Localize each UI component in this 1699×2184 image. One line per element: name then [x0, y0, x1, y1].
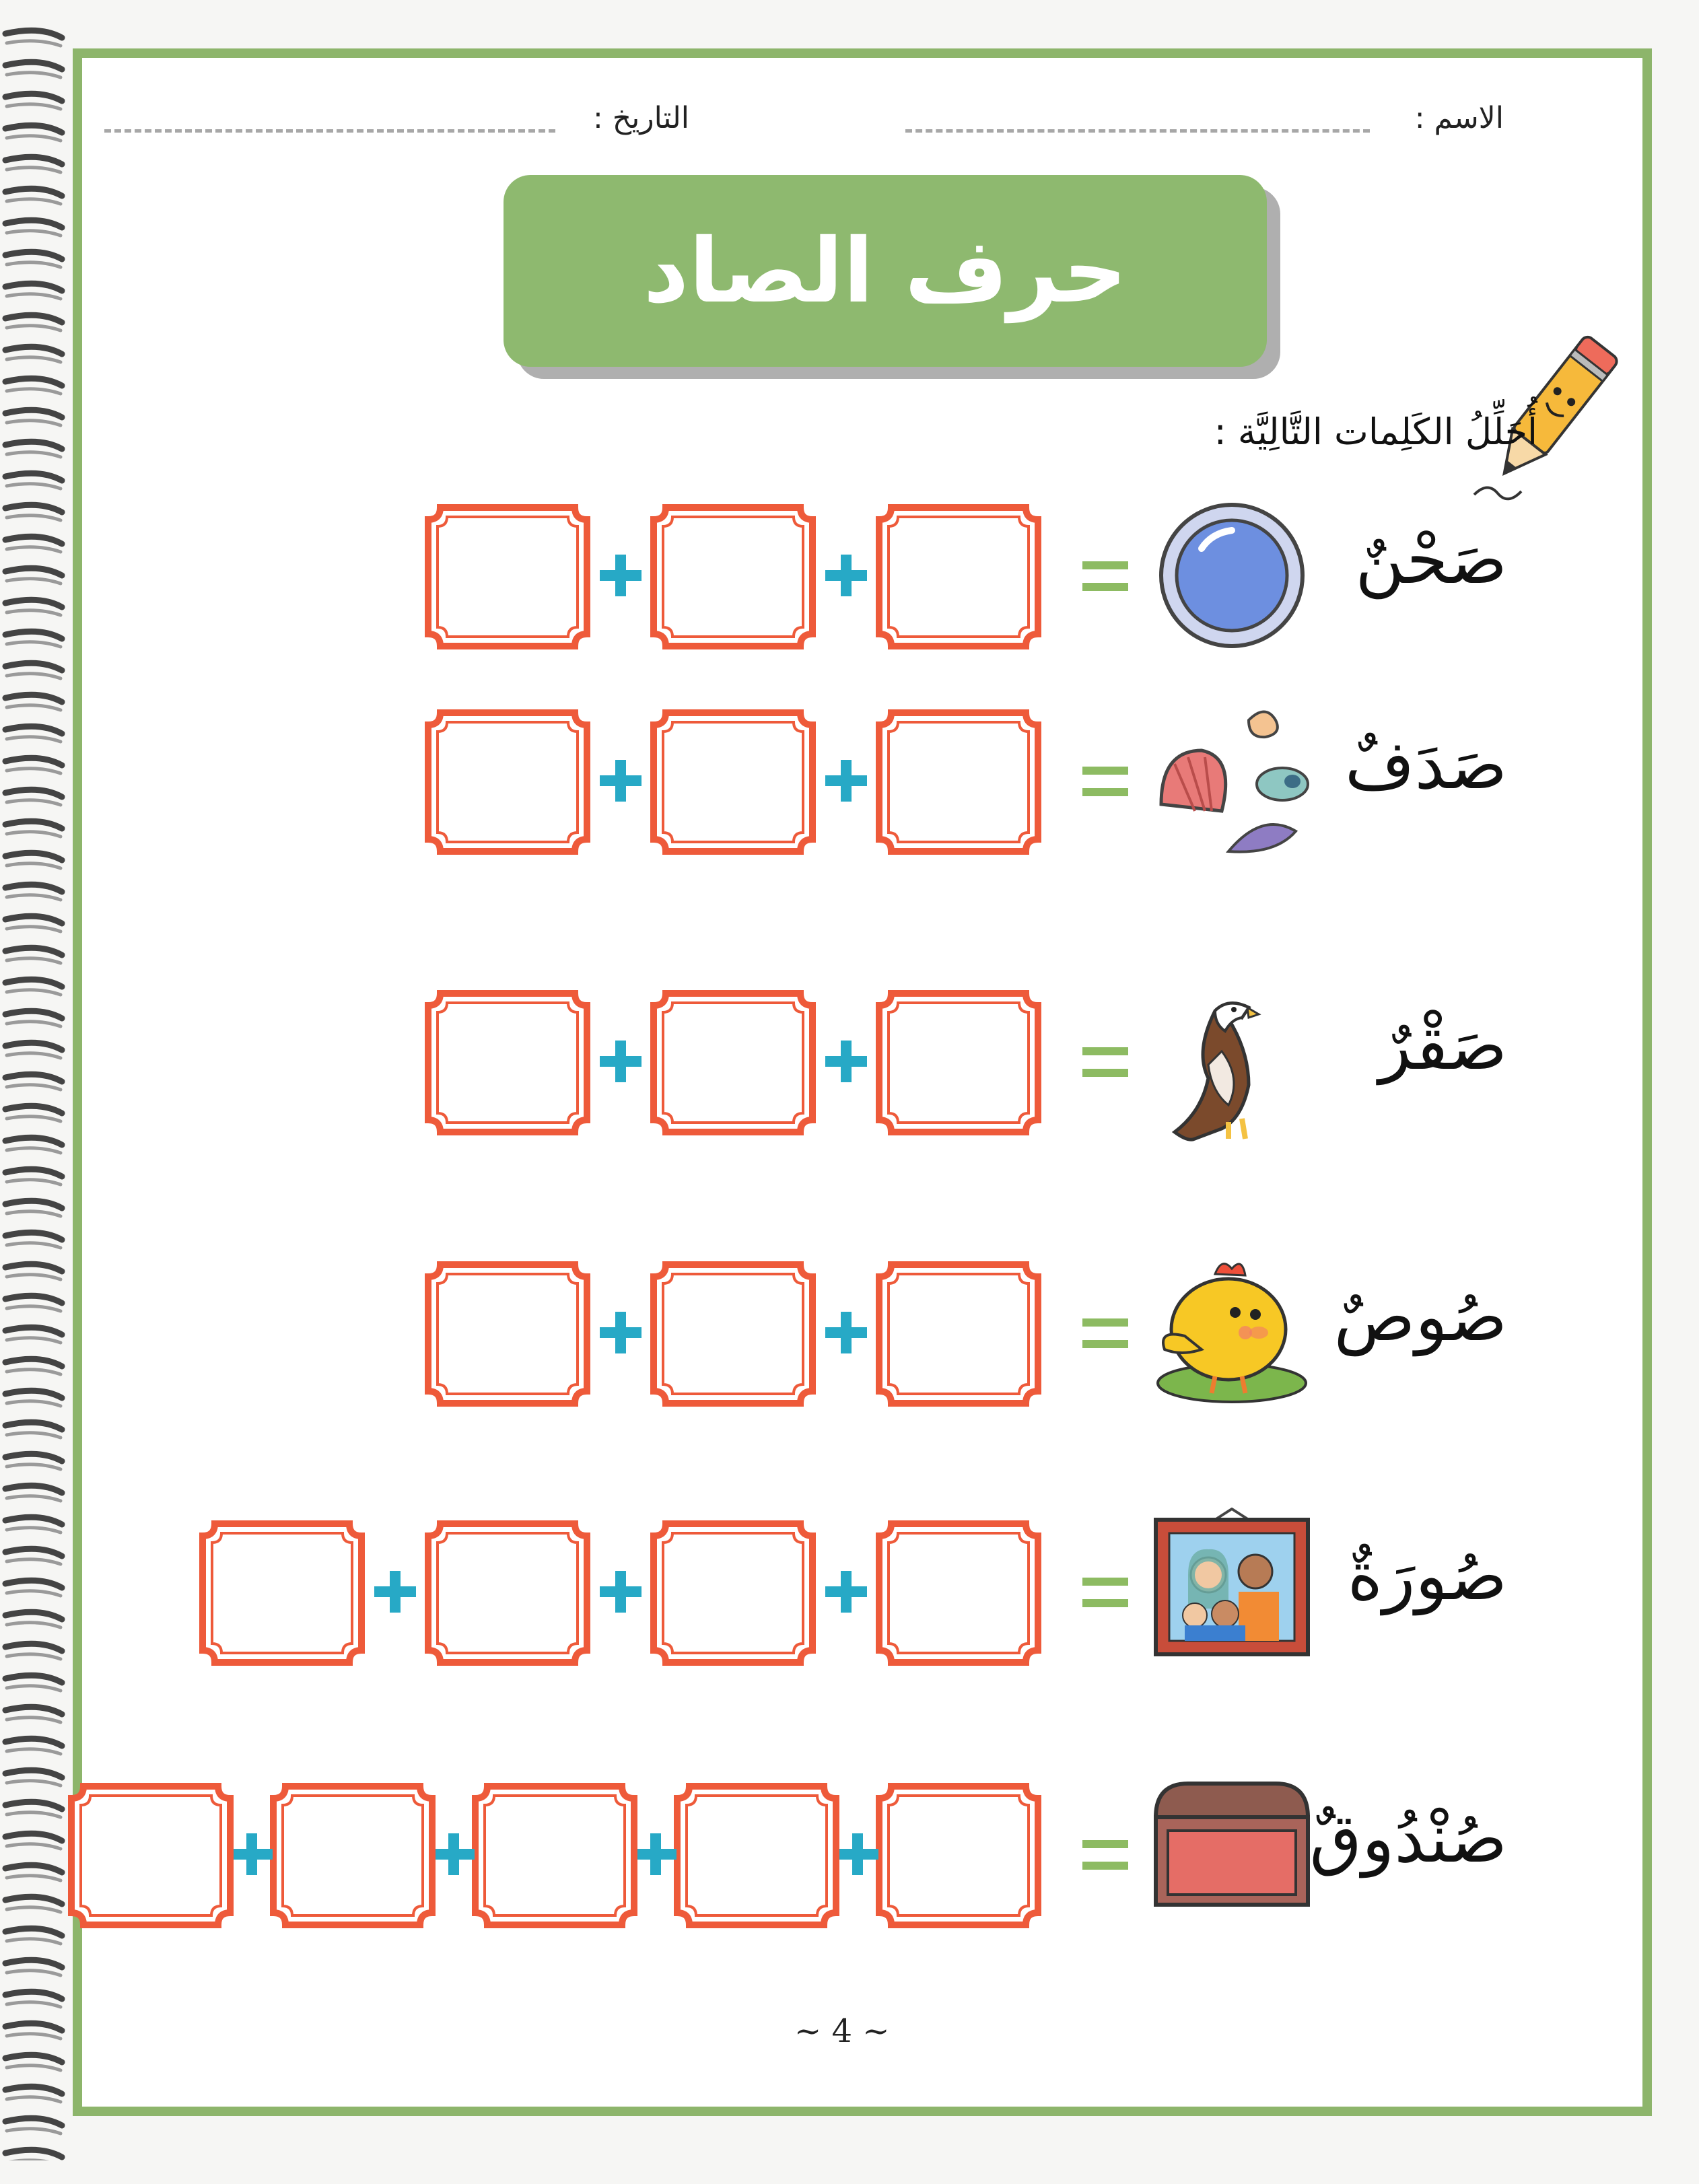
exercise-row — [0, 1255, 1699, 1430]
family-picture-icon — [1148, 1508, 1316, 1676]
name-line[interactable] — [905, 129, 1370, 133]
plus-sign — [228, 1831, 275, 1878]
chick-icon — [1148, 1248, 1316, 1417]
plus-sign — [823, 1309, 870, 1356]
plus-sign — [834, 1831, 881, 1878]
answer-box[interactable] — [650, 989, 817, 1136]
plus-sign — [430, 1831, 477, 1878]
plus-sign — [823, 1038, 870, 1085]
answer-box[interactable] — [875, 1261, 1042, 1407]
answer-box[interactable] — [650, 1261, 817, 1407]
answer-box[interactable] — [424, 1520, 591, 1666]
name-label: الاسم : — [1414, 101, 1504, 135]
answer-box[interactable] — [424, 503, 591, 650]
plus-sign — [597, 1568, 644, 1615]
answer-box[interactable] — [875, 503, 1042, 650]
plus-sign — [632, 1831, 679, 1878]
exercise-row — [0, 703, 1699, 878]
plus-sign — [823, 1568, 870, 1615]
answer-box[interactable] — [650, 1520, 817, 1666]
equals-sign — [1080, 1043, 1131, 1081]
exercise-row — [0, 1514, 1699, 1689]
answer-box[interactable] — [471, 1782, 638, 1929]
plus-sign — [597, 1309, 644, 1356]
exercise-word: صَحْنٌ — [1355, 520, 1507, 599]
plus-sign — [597, 757, 644, 804]
seashells-icon — [1148, 697, 1316, 865]
exercise-word: صَدَفٌ — [1344, 726, 1507, 804]
eagle-icon — [1148, 977, 1316, 1146]
exercise-word: صَقْرٌ — [1379, 1006, 1507, 1085]
answer-box[interactable] — [650, 709, 817, 855]
exercise-row — [0, 498, 1699, 673]
equals-sign — [1080, 1574, 1131, 1611]
plus-sign — [823, 552, 870, 599]
answer-box[interactable] — [269, 1782, 436, 1929]
answer-box[interactable] — [424, 709, 591, 855]
answer-box[interactable] — [875, 989, 1042, 1136]
exercise-word: صُنْدُوقٌ — [1309, 1799, 1507, 1878]
answer-box[interactable] — [424, 1261, 591, 1407]
title-banner — [504, 175, 1267, 367]
plate-icon — [1148, 491, 1316, 660]
equals-sign — [1080, 557, 1131, 595]
answer-box[interactable] — [199, 1520, 366, 1666]
answer-box[interactable] — [424, 989, 591, 1136]
date-label: التاريخ : — [592, 101, 689, 135]
plus-sign — [372, 1568, 419, 1615]
answer-box[interactable] — [650, 503, 817, 650]
answer-box[interactable] — [875, 709, 1042, 855]
answer-box[interactable] — [875, 1782, 1042, 1929]
instruction-text: أُحَلِّلُ الكَلِمات التَّالِيَّة : — [1214, 411, 1537, 453]
page-title: حرف الصاد — [643, 219, 1128, 323]
equals-sign — [1080, 1836, 1131, 1874]
page-number: ~ 4 ~ — [794, 2012, 890, 2050]
equals-sign — [1080, 1314, 1131, 1352]
date-line[interactable] — [104, 129, 555, 133]
exercise-row — [0, 1777, 1699, 1952]
exercise-word: صُوصٌ — [1333, 1277, 1507, 1356]
exercise-row — [0, 984, 1699, 1159]
plus-sign — [823, 757, 870, 804]
plus-sign — [597, 552, 644, 599]
exercise-word: صُورَةٌ — [1347, 1537, 1507, 1615]
chest-icon — [1148, 1770, 1316, 1938]
answer-box[interactable] — [67, 1782, 234, 1929]
answer-box[interactable] — [673, 1782, 840, 1929]
equals-sign — [1080, 763, 1131, 800]
plus-sign — [597, 1038, 644, 1085]
answer-box[interactable] — [875, 1520, 1042, 1666]
